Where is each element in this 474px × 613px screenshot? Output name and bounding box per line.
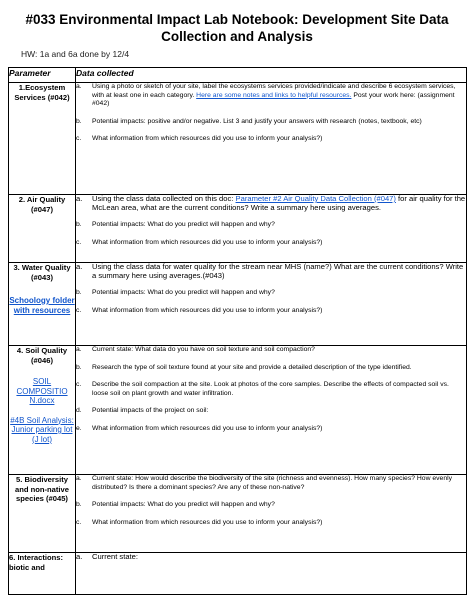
item-text: What information from which resources did you use to inform your analysis?) — [92, 518, 323, 526]
air-quality-data-link[interactable]: Parameter #2 Air Quality Data Collection (#047) — [235, 194, 396, 203]
list-item — [76, 425, 466, 434]
item-letter: b. — [76, 289, 82, 297]
item-letter: c. — [76, 135, 82, 143]
list-item — [76, 83, 466, 109]
table-row — [9, 195, 467, 263]
list-item — [76, 118, 466, 127]
item-letter: a. — [76, 194, 83, 203]
item-text: Potential impacts: What do you predict will happen and why? — [92, 501, 275, 509]
item-letter: b. — [76, 117, 82, 125]
parameter-cell — [9, 263, 76, 346]
list-item — [76, 289, 466, 298]
data-cell[interactable] — [76, 475, 467, 553]
table-row — [9, 346, 467, 475]
parameter-cell — [9, 83, 76, 195]
list-item — [76, 135, 466, 144]
item-letter: c. — [76, 381, 82, 389]
item-text: Current state: How would describe the biodiversity of the site (richness and evenness). How many species? How evenly distributed? Is there a dominant species? Are any of these non-native? — [92, 475, 453, 491]
item-letter: b. — [76, 363, 82, 371]
title-line-1: #033 Environmental Impact Lab Notebook: Development Site Data — [25, 12, 449, 27]
soil-analysis-link[interactable]: #4B Soil Analysis: Junior parking lot (J lot) — [10, 415, 74, 444]
data-cell[interactable] — [76, 195, 467, 263]
item-text: Research the type of soil texture found at your site and provide a detailed description of the type identified. — [92, 363, 412, 371]
parameter-cell — [9, 346, 76, 475]
list-item — [76, 407, 466, 416]
table-header-row — [9, 68, 467, 83]
parameter-cell — [9, 553, 76, 595]
schoology-folder-link[interactable]: Schoology folder with resources — [9, 296, 75, 315]
item-text: Current state: — [92, 552, 139, 561]
parameter-label: 4. Soil Quality (#046) — [16, 346, 68, 365]
list-item — [76, 221, 466, 230]
data-cell[interactable] — [76, 83, 467, 195]
list-item — [76, 475, 466, 492]
parameter-label: 1.Ecosystem Services (#042) — [14, 83, 70, 102]
item-text: What information from which resources did you use to inform your analysis?) — [92, 135, 323, 143]
item-text: Using the class data collected on this doc: Parameter #2 Air Quality Data Collection (#047) for air quality for the McLean area, what are the current conditions? Write a summary here using averages. — [92, 194, 466, 212]
item-letter: a. — [76, 262, 83, 271]
item-text: Using a photo or sketch of your site, label the ecosystems services provided/indicate and describe 6 ecosystem services, with at least one in each category. Here are some notes and links to helpful resources. Post your work here: (assignment #042) — [92, 83, 456, 108]
table-row — [9, 83, 467, 195]
item-letter: d. — [76, 407, 82, 415]
table-row — [9, 475, 467, 553]
item-text: Describe the soil compaction at the site. Look at photos of the core samples. Describe the effects of compacted soil vs. loose soil on plant growth and water infiltration. — [92, 381, 449, 397]
item-letter: b. — [76, 221, 82, 229]
document-title — [0, 11, 474, 45]
parameter-label: 3. Water Quality (#043) — [13, 263, 71, 282]
list-item — [76, 195, 466, 212]
item-text: What information from which resources did you use to inform your analysis?) — [92, 238, 323, 246]
item-text: Potential impacts: What do you predict will happen and why? — [92, 221, 275, 229]
parameter-label: 2. Air Quality (#047) — [18, 195, 66, 214]
item-letter: c. — [76, 518, 82, 526]
parameter-cell — [9, 475, 76, 553]
item-letter: e. — [76, 424, 82, 432]
data-collected-column-header: Data collected — [76, 68, 467, 83]
data-cell[interactable] — [76, 346, 467, 475]
lab-notebook-table — [8, 67, 467, 595]
parameter-label: 5. Biodiversity and non-native species (#045) — [14, 475, 69, 503]
parameter-cell — [9, 195, 76, 263]
data-cell[interactable] — [76, 263, 467, 346]
list-item — [76, 553, 466, 562]
list-item — [76, 346, 466, 355]
list-item — [76, 263, 466, 280]
soil-composition-doc-link[interactable]: SOIL COMPOSITIO N.docx — [16, 377, 68, 405]
table-row — [9, 553, 467, 595]
list-item — [76, 307, 466, 316]
item-letter: a. — [76, 346, 82, 353]
parameter-label: 6. Interactions: biotic and — [9, 553, 64, 572]
list-item — [76, 364, 466, 373]
list-item — [76, 239, 466, 248]
item-text: Potential impacts: positive and/or negative. List 3 and justify your answers with research (notes, textbook, etc) — [92, 117, 422, 125]
list-item — [76, 519, 466, 528]
list-item — [76, 381, 466, 398]
helpful-resources-link[interactable]: Here are some notes and links to helpful resources. — [196, 91, 352, 99]
item-letter: a. — [76, 475, 82, 482]
parameter-column-header: Parameter — [9, 68, 76, 83]
item-text: Potential impacts of the project on soil: — [92, 407, 209, 415]
item-text: What information from which resources did you use to inform your analysis?) — [92, 424, 323, 432]
item-letter: c. — [76, 238, 82, 246]
title-line-2: Collection and Analysis — [161, 29, 313, 44]
item-text: Current state: What data do you have on soil texture and soil compaction? — [92, 346, 315, 353]
item-letter: b. — [76, 501, 82, 509]
item-letter: a. — [76, 83, 82, 90]
item-letter: a. — [76, 552, 83, 561]
item-text: Using the class data for water quality for the stream near MHS (name?) What are the current conditions? Write a summary here using averages.(#043) — [92, 262, 464, 280]
item-letter: c. — [76, 306, 82, 314]
data-cell[interactable] — [76, 553, 467, 595]
item-text: What information from which resources did you use to inform your analysis?) — [92, 306, 323, 314]
item-text: Potential impacts: What do you predict will happen and why? — [92, 289, 275, 297]
table-row — [9, 263, 467, 346]
list-item — [76, 501, 466, 510]
homework-note: HW: 1a and 6a done by 12/4 — [21, 49, 130, 59]
